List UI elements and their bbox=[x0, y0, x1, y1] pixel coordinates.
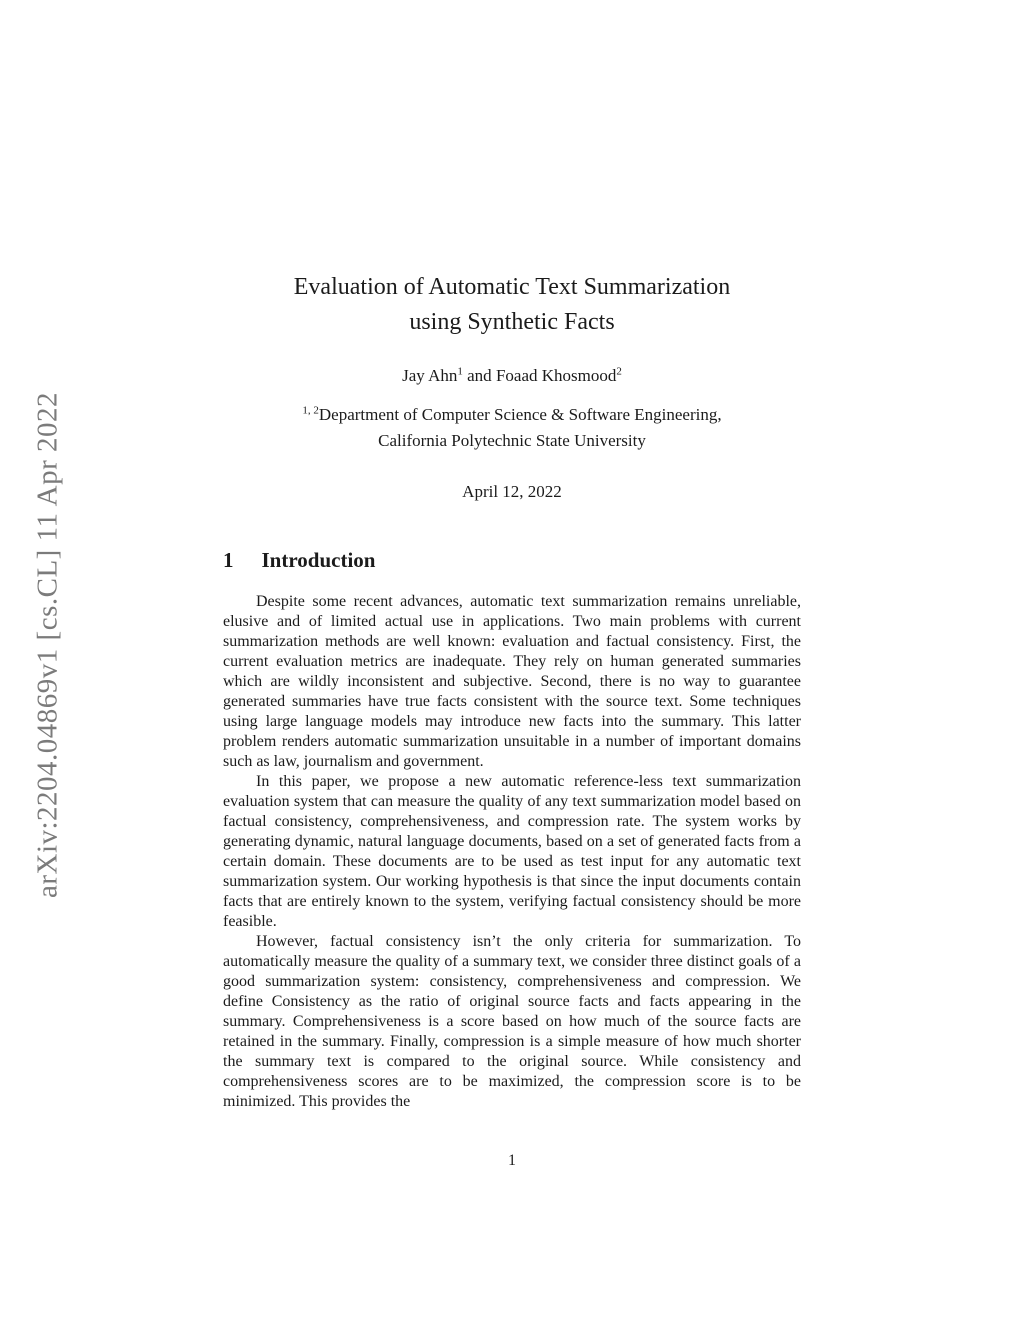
affiliation bbox=[223, 402, 801, 454]
paper-title-line-2: using Synthetic Facts bbox=[409, 309, 615, 335]
arxiv-watermark-text: arXiv:2204.04869v1 [cs.CL] 11 Apr 2022 bbox=[31, 391, 64, 899]
section-title: Introduction bbox=[261, 548, 376, 572]
authors-conjunction: and bbox=[462, 366, 496, 385]
section-heading-introduction bbox=[223, 546, 801, 574]
paragraph-3: However, factual consistency isn’t the only criteria for summarization. To automatically measure the quality of a summary text, we consider three distinct goals of a good summarization system: consistency, comprehensiveness and compression. We define Consistency as the ratio of original source facts and facts appearing in the summary. Comprehensiveness is a score based on how much of the source facts are retained in the summary. Finally, compression is a simple measure of how much shorter the summary text is compared to the original source. While consistency and comprehensiveness scores are to be maximized, the compression score is to be minimized. This provides the bbox=[223, 933, 801, 1110]
affiliation-superscript: 1, 2 bbox=[302, 404, 319, 417]
authors-line bbox=[223, 364, 801, 388]
paper-title bbox=[223, 270, 801, 340]
paragraph-1: Despite some recent advances, automatic text summarization remains unreliable, elusive and of limited actual use in applications. Two main problems with current summarization methods are well known: evaluation and factual consistency. First, the current evaluation metrics are inadequate. They rely on human generated summaries which are wildly inconsistent and subjective. Second, there is no way to guarantee generated summaries have true facts consistent with the source text. Some techniques using large language models may introduce new facts into the summary. This latter problem renders automatic summarization unsuitable in a number of important domains such as law, journalism and government. bbox=[223, 593, 801, 770]
author-1: Jay Ahn bbox=[402, 366, 458, 385]
affiliation-department: Department of Computer Science & Software Engineering, bbox=[318, 405, 722, 424]
page-number: 1 bbox=[508, 1152, 516, 1169]
paper-title-line-1: Evaluation of Automatic Text Summarization bbox=[293, 274, 731, 300]
author-1-superscript: 1 bbox=[457, 365, 463, 378]
author-2-superscript: 2 bbox=[616, 365, 622, 378]
paper-content-column bbox=[223, 0, 801, 1112]
paragraph-2: In this paper, we propose a new automatic reference-less text summarization evaluation system that can measure the quality of any text summarization model based on factual consistency, comprehensiveness, and compression rate. The system works by generating dynamic, natural language documents, based on a set of generated facts from a certain domain. These documents are to be used as test input for any automatic text summarization system. Our working hypothesis is that since the input documents contain facts that are entirely known to the system, verifying factual consistency should be more feasible. bbox=[223, 773, 801, 930]
paper-date: April 12, 2022 bbox=[462, 482, 562, 501]
arxiv-watermark bbox=[28, 355, 68, 935]
affiliation-line-1 bbox=[223, 402, 801, 428]
affiliation-line-2: California Polytechnic State University bbox=[378, 431, 646, 450]
author-2: Foaad Khosmood bbox=[495, 366, 617, 385]
section-number: 1 bbox=[223, 548, 234, 572]
